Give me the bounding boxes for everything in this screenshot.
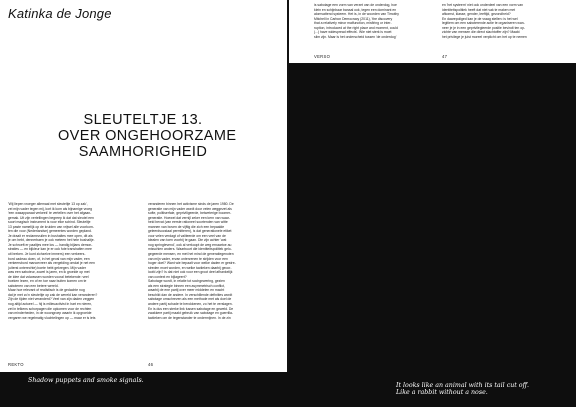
text-line: 'een wasapparaat verkeek' te vertellen over het afgaan- xyxy=(8,211,92,216)
text-line: zwakkere partij maakt gebruik van sabotage en guerrilla- xyxy=(148,311,233,316)
text-line: ten die voor (Nederlandse) gemeentes worden gepland. xyxy=(8,229,92,234)
text-line: En daarepoliged kan je de vraag stellen: is het wel xyxy=(442,16,518,21)
text-line: van context en bijlageert? xyxy=(148,274,187,279)
title-line: SLEUTELTJE 13. xyxy=(83,112,203,128)
right-page xyxy=(289,0,576,63)
text-line: waarbij de ene partij over meer middelen en macht xyxy=(148,288,225,293)
text-line: slim zijn. Maar is het onderscheid tussen 'de onderdog' xyxy=(314,34,397,39)
text-line: nog altijd actueel — hij is milieuactivist in hart en nieren, xyxy=(8,302,93,307)
text-line: straties — en bijkleur kan je er ook fute transhalten mee xyxy=(8,247,92,252)
body-column-2 xyxy=(442,3,570,39)
text-line: tactieken om de tegenstander te ondermijnen. In de zin xyxy=(148,315,231,320)
text-line: that a relatively minor malfunction, misfiring or inter- xyxy=(314,21,392,26)
text-line: neer je je in een geprivilegieerde positie bevindt ten op- xyxy=(442,25,526,30)
folio-label: REKTO xyxy=(8,362,24,367)
text-line: andere partij schade te berokkenen, zo het te verslagen. xyxy=(148,302,233,307)
text-line: mannen van boven de vijftig die zich een bepaalde xyxy=(148,224,225,229)
page-number: 46 xyxy=(148,362,154,367)
text-line: zet in telkens schorpagen die opkomen voor de rechten xyxy=(8,306,92,311)
text-line: gegeerde mensen, en met het mind de generatiegenoten xyxy=(148,252,234,257)
black-image-area xyxy=(289,64,576,407)
text-line: nog springlevend', ook al verkoopt de weg ernaartoe au xyxy=(148,242,232,247)
text-line: loofd zijn? Is dat niet ook voor een groot deel afhankelijk xyxy=(148,270,233,275)
text-line: hoger doel? Want wie bepaalt voor welke daden er gestre- xyxy=(148,261,236,266)
text-line: beschikt dan de andere. In verschillende definities wordt xyxy=(148,292,233,297)
text-line: (uiterst onterechte) boete hebt gekregen. Mijn vader xyxy=(8,265,87,270)
folio-label: VERSO xyxy=(314,54,331,59)
text-line: soort magisch instrument is voor elke schind. Sleuteltje xyxy=(8,220,91,225)
text-line: heid bevat (van eerste rationeel soortenden van witte xyxy=(148,220,228,225)
text-line: geleerdsocstaal permitteren), is dat generationele etiket xyxy=(148,229,232,234)
text-line: zichte van mensen die direct slachtoffer zijn? Maakt xyxy=(442,30,520,35)
caption-line: Like a rabbit without a nose. xyxy=(396,389,488,397)
text-line: sabotage omschreven als een methode met als doel de xyxy=(148,297,232,302)
caption-left: Shadow puppets and smoke signals. xyxy=(28,377,144,384)
text-line: Zijn de tijden niet veranderd? Veel van zijn daden zeggen xyxy=(8,297,95,302)
text-line: saboteren van een betere wereld. xyxy=(8,283,59,288)
caption-line: It looks like an animal with its tail cut off. xyxy=(396,382,530,389)
text-line: identiteitspolitiek heeft dat niet vak te maken met xyxy=(442,7,516,12)
text-line: van minderheden, in de woongroep waarin ik opgroeide xyxy=(8,311,92,316)
left-page xyxy=(0,0,287,372)
author-name: Katinka de Jonge xyxy=(8,6,112,21)
text-line: softe, politiserfaie, gepriviligeerde, betweterige boomer- xyxy=(148,211,232,216)
caption-right xyxy=(396,382,529,397)
text-line: de idee dat volwassen worden vooral betekende: veel xyxy=(8,274,89,279)
body-column-2 xyxy=(148,202,281,320)
text-line: misschien anders. Waarbuurt die identiteitspolitiek gelo- xyxy=(148,247,232,252)
text-line: Je schroeft er paaltjes mee los — handig bijlans demon- xyxy=(8,242,93,247)
text-line: 'Wij liepen vroeger allemaal met sleuteltje 13 op zak', xyxy=(8,202,88,206)
text-line: voor velen verdagt of valiteerde om een veel van de xyxy=(148,233,226,238)
text-line: dat je met zo'n sleuteltje op zak de wereld kan veranderen? xyxy=(8,292,98,297)
text-line: Sabotage wordt, in relatie tot sochgewering, gezien xyxy=(148,279,225,284)
text-line: alomvattend systeem. Het is, in de woorden van Timothy xyxy=(314,12,399,17)
text-line: bord cadeau doen, of, in het geval van mijn vader, een xyxy=(8,256,90,261)
text-line: zei mijn vader tegen mij, kort ik kom als bijnamige vroeg xyxy=(8,206,93,211)
title-line: SAAMHORIGHEID xyxy=(78,144,208,160)
body-column-1 xyxy=(8,202,141,320)
text-line: ruption, introduced at the right place and moment, could xyxy=(314,25,398,30)
text-line: idealen van toen voorbij te gaan. Die zijn achter 'wat xyxy=(148,238,227,243)
page-number: 47 xyxy=(442,54,448,59)
text-line: Maar hoe relevant of realistisch is de gedachte nog xyxy=(8,288,85,293)
text-line: afkomst, klasse, gender, leeftijd, gezondheid? xyxy=(442,12,511,17)
text-line: generatie van mijn vader wordt door velen weggezet als xyxy=(148,206,232,211)
text-line: van mijn vader, ervan onterzenen te strijden voor een xyxy=(148,256,228,261)
text-line: En is dus een sterke link tussen sabotage en geweld. De xyxy=(148,306,234,311)
title-line: OVER ONGEHOORZAME xyxy=(58,128,237,144)
text-line: Je draait er reclamezuilen in bushaltes mee open, dit als xyxy=(8,233,93,238)
text-line: en 'het systeem' niet ook onderdeel van een vorm van xyxy=(442,3,524,7)
text-line: generatie. Hoewel dat vernijl zeker een kern van waar- xyxy=(148,215,230,220)
text-line: (...) have widespread effects'. Wie niet sterk is moet xyxy=(314,30,392,35)
body-column-1 xyxy=(314,3,439,39)
text-line: uit breken. Je kunt zichzelve immers) een verkeers- xyxy=(8,252,86,257)
text-line: Mitchell in Carbon Democracy (2011), 'the discovery xyxy=(314,16,393,21)
text-line: legitiem om een saboterende actie te organiseren wan- xyxy=(442,21,525,26)
text-line: verkeersbord manoevreer als vergelding omdat je net een xyxy=(8,261,95,266)
text-line: je om hebt, dennerbaen je ook meteen het hele bushaltje. xyxy=(8,238,95,243)
text-line: het privilege je juist moreel verplicht om het op te nemen xyxy=(442,34,527,39)
text-line: klein en schijnbaar banaal ook, tegen een dominant en xyxy=(314,7,397,12)
text-line: als een strategie binnen een asymmetrisch conflict, xyxy=(148,283,225,288)
text-line: veranderen binnen het activisme sinds de jaren 1980. De xyxy=(148,202,234,206)
text-line: vergaren we regelmatig vluchtelingen op — maar er is iets xyxy=(8,315,96,320)
text-line: gemak. Uit zijn vertellingen begreep ik dat dat sleutel een xyxy=(8,215,94,220)
text-line: streden moet worden, en welke tactieken daarbij geoor- xyxy=(148,265,232,270)
text-line: was een saboteur, zowel is jaren, en ik groeide op met xyxy=(8,270,90,275)
text-line: 13 paste namelijk op de kruiden van vrijwel alle voorkom- xyxy=(8,224,94,229)
chapter-title xyxy=(58,112,237,160)
text-line: is sabotage een vorm van verzet van de onderdog, hoe xyxy=(314,3,397,7)
text-line: boeken lezen, en of en toe naar buiten komen om te xyxy=(8,279,87,284)
